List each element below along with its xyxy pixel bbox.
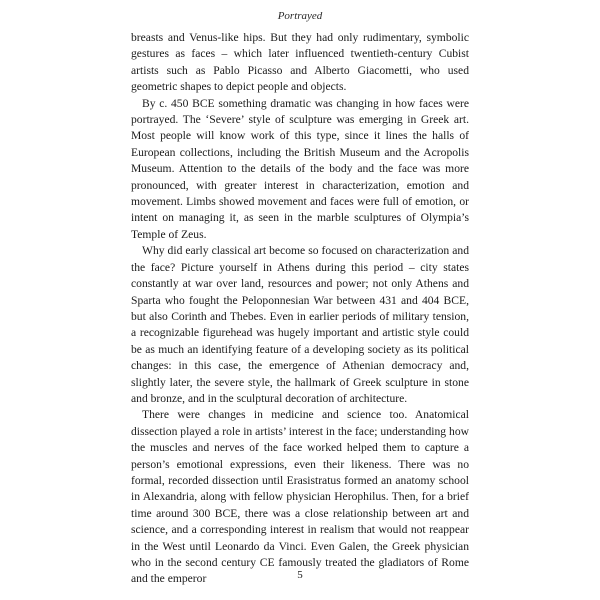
paragraph-4: There were changes in medicine and science too. Anatomical dissection played a role in artists’ interest in the face; understanding how the muscles and nerves of the face worked helped them to capture a person’s emotional expressions, even their likeness. There was no formal, recorded dissection until Erasistratus formed an anatomy school in Alexandria, along with fellow physician Herophilus. Then, for a brief time around 300 BCE, there was a close relationship between art and science, and a corresponding interest in realism that would not reappear in the West until Leonardo da Vinci. Even Galen, the Greek physician who in the second century CE famously treated the gladiators of Rome and the emperor	[131, 408, 469, 586]
body-text	[131, 30, 469, 588]
paragraph-2: By c. 450 BCE something dramatic was changing in how faces were portrayed. The ‘Severe’ style of sculpture was emerging in Greek art. Most people will know work of this type, since it lines the halls of European collections, including the British Museum and the Acropolis Museum. Attention to the details of the body and the face was more pronounced, with greater interest in characterization, emotion and movement. Limbs showed movement and faces were full of emotion, or intent on managing it, as seen in the marble sculptures of Olympia’s Temple of Zeus.	[131, 96, 469, 241]
paragraph-3: Why did early classical art become so focused on characterization and the face? Picture yourself in Athens during this period – city states constantly at war over land, resources and power; not only Athens and Sparta who fought the Peloponnesian War between 431 and 404 BCE, but also Corinth and Thebes. Even in earlier periods of military tension, a recognizable figurehead was hugely important and artistic style could be as much an identifying feature of a developing society as its political changes: in this case, the emergence of Athenian democracy and, slightly later, the severe style, the hallmark of Greek sculpture in stone and bronze, and in the sculptural decoration of architecture.	[131, 244, 469, 405]
paragraph-1: breasts and Venus-like hips. But they had only rudimentary, symbolic gestures as faces – which later influenced twentieth-century Cubist artists such as Pablo Picasso and Alberto Giacometti, who used geometric shapes to depict people and objects.	[131, 31, 469, 94]
page-number: 5	[297, 569, 303, 581]
running-head: Portrayed	[277, 10, 323, 22]
